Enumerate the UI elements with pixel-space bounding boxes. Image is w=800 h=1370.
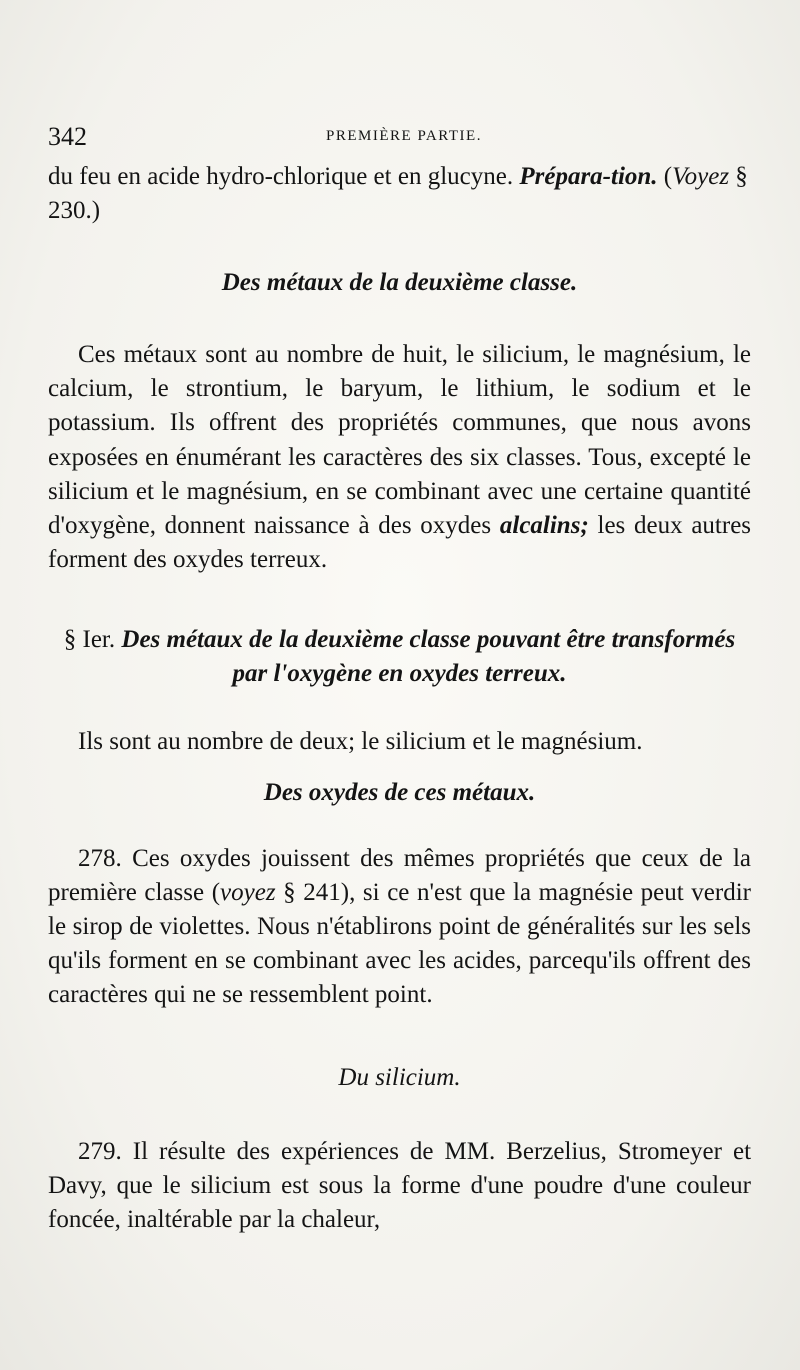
page-header: [48, 122, 740, 158]
heading-silicium: Du silicium.: [338, 1063, 461, 1091]
page-number: 342: [48, 122, 87, 151]
page-body: [48, 160, 751, 1237]
voyez-ref-2: voyez: [220, 878, 276, 906]
paragraph-metaux-text: Ces métaux sont au nombre de huit, le silicium, le magnésium, le calcium, le strontium, le baryum, le lithium, le sodium et le potassium. Ils offrent des propriétés communes, que nous avons exposées en énumérant les caractères des six classes. Tous, excepté le silicium et le magnésium, en se combinant avec une certaine quantité d'oxygène, donnent naissance à des oxydes: [48, 341, 751, 540]
paragraph-number-279: 279.: [78, 1137, 122, 1165]
running-head: PREMIÈRE PARTIE.: [326, 128, 482, 144]
heading-oxydes: Des oxydes de ces métaux.: [263, 778, 536, 806]
paragraph-279: [48, 1135, 751, 1238]
preparation-label: Prépara-tion.: [519, 163, 658, 190]
continued-text: du feu en acide hydro-chlorique et en glucyne.: [48, 163, 514, 190]
section-heading: [48, 623, 751, 691]
section-ref: § 230.): [48, 163, 748, 225]
paragraph-metaux-end: les deux autres forment des oxydes terreux.: [48, 512, 752, 574]
heading-deuxieme-classe: Des métaux de la deuxième classe.: [221, 269, 578, 296]
paragraph-278-text: Ces oxydes jouissent des mêmes propriétés que ceux de la première classe (: [48, 844, 752, 906]
voyez-ref: Voyez: [672, 163, 730, 190]
section-mark: § Ier.: [63, 626, 116, 654]
continued-paragraph: [48, 160, 751, 228]
alcalins-term: alcalins;: [499, 512, 589, 540]
section-heading-text: Des métaux de la deuxième classe pouvant être transformés par l'oxygène en oxydes terreux.: [121, 626, 736, 688]
paragraph-278-end: § 241), si ce n'est que la magnésie peut verdir le sirop de violettes. Nous n'établirons point de généralités sur les sels qu'ils forment en se combinant avec les acides, parcequ'ils offrent des caractères qui ne se ressemblent point.: [48, 878, 752, 1009]
paren-open: (: [663, 163, 673, 190]
paragraph-279-text: Il résulte des expériences de MM. Berzelius, Stromeyer et Davy, que le silicium est sous la forme d'une poudre d'une couleur foncée, inaltérable par la chaleur,: [48, 1137, 752, 1234]
paragraph-278: [48, 842, 751, 1013]
paragraph-metaux: [48, 338, 751, 577]
paragraph-number-278: 278.: [78, 844, 122, 872]
paragraph-deux: Ils sont au nombre de deux; le silicium et le magnésium.: [78, 728, 643, 756]
